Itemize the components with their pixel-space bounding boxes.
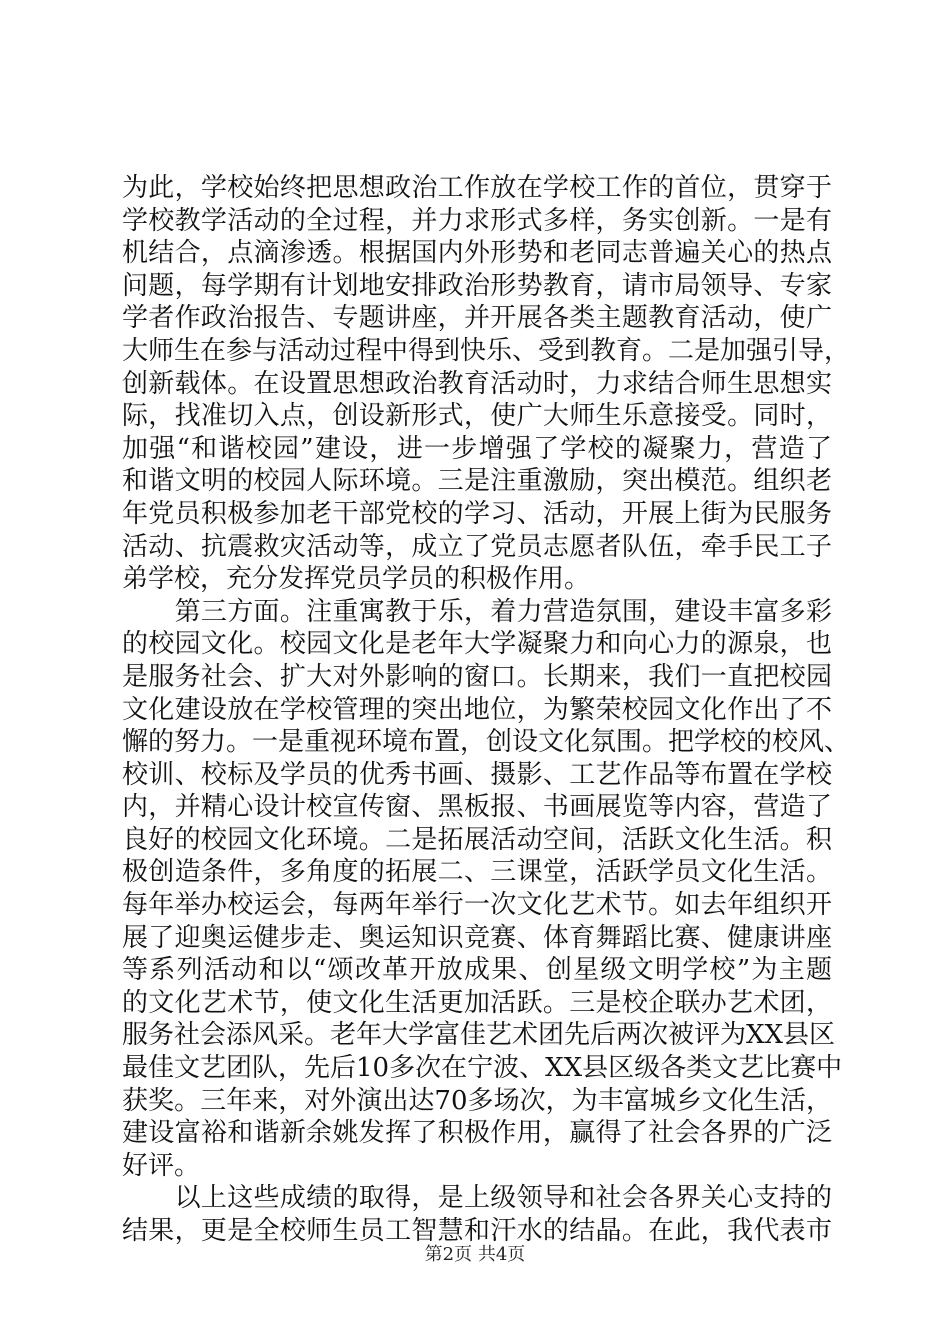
- text-line: 的文化艺术节，使文化生活更加活跃。三是校企联办艺术团，: [122, 987, 832, 1018]
- text-line: 获奖。三年来，对外演出达70多场次，为丰富城乡文化生活，: [122, 1085, 832, 1116]
- text-line: 建设富裕和谐新余姚发挥了积极作用，赢得了社会各界的广泛: [122, 1118, 832, 1149]
- text-line: 服务社会添风采。老年大学富佳艺术团先后两次被评为XX县区: [122, 1020, 836, 1051]
- page-footer: 第2页 共4页: [424, 1244, 526, 1265]
- text-line: 加强“和谐校园”建设，进一步增强了学校的凝聚力，营造了: [122, 433, 832, 464]
- text-line: 问题，每学期有计划地安排政治形势教育，请市局领导、专家: [122, 270, 832, 301]
- body-text: [122, 172, 851, 1248]
- text-line: 懈的努力。一是重视环境布置，创设文化氛围。把学校的校风、: [122, 727, 851, 758]
- text-line: 最佳文艺团队，先后10多次在宁波、XX县区级各类文艺比赛中: [122, 1053, 843, 1084]
- text-line: 等系列活动和以“颂改革开放成果、创星级文明学校”为主题: [122, 955, 832, 986]
- text-line: 活动、抗震救灾活动等，成立了党员志愿者队伍，牵手民工子: [122, 531, 832, 562]
- text-line: 结果，更是全校师生员工智慧和汗水的结晶。在此，我代表市: [122, 1216, 832, 1246]
- text-line: 极创造条件，多角度的拓展二、三课堂，活跃学员文化生活。: [122, 857, 832, 888]
- text-line: 际，找准切入点，创设新形式，使广大师生乐意接受。同时，: [122, 401, 832, 432]
- text-line: 的校园文化。校园文化是老年大学凝聚力和向心力的源泉，也: [122, 629, 832, 660]
- text-line: 好评。: [122, 1150, 201, 1181]
- text-line: 展了迎奥运健步走、奥运知识竞赛、体育舞蹈比赛、健康讲座: [122, 922, 832, 953]
- text-line: 创新载体。在设置思想政治教育活动时，力求结合师生思想实: [122, 368, 832, 399]
- text-line: 内，并精心设计校宣传窗、黑板报、书画展览等内容，营造了: [122, 792, 832, 823]
- text-line: 每年举办校运会，每两年举行一次文化艺术节。如去年组织开: [122, 890, 832, 921]
- text-line: 学者作政治报告、专题讲座，并开展各类主题教育活动，使广: [122, 303, 832, 334]
- text-line: 校训、校标及学员的优秀书画、摄影、工艺作品等布置在学校: [122, 759, 832, 790]
- text-line: 为此，学校始终把思想政治工作放在学校工作的首位，贯穿于: [122, 173, 832, 203]
- text-line: 第三方面。注重寓教于乐，着力营造氛围，建设丰富多彩: [122, 596, 832, 627]
- text-line: 学校教学活动的全过程，并力求形式多样，务实创新。一是有: [122, 205, 832, 236]
- text-line: 良好的校园文化环境。二是拓展活动空间，活跃文化生活。积: [122, 824, 832, 855]
- text-line: 是服务社会、扩大对外影响的窗口。长期来，我们一直把校园: [122, 661, 832, 692]
- text-line: 以上这些成绩的取得，是上级领导和社会各界关心支持的: [122, 1183, 832, 1214]
- text-line: 大师生在参与活动过程中得到快乐、受到教育。二是加强引导，: [122, 335, 851, 366]
- text-line: 机结合，点滴渗透。根据国内外形势和老同志普遍关心的热点: [122, 238, 832, 269]
- text-line: 弟学校，充分发挥党员学员的积极作用。: [122, 564, 591, 595]
- text-line: 和谐文明的校园人际环境。三是注重激励，突出模范。组织老: [122, 466, 832, 497]
- text-line: 年党员积极参加老干部党校的学习、活动，开展上街为民服务: [122, 498, 832, 529]
- text-line: 文化建设放在学校管理的突出地位，为繁荣校园文化作出了不: [122, 694, 832, 725]
